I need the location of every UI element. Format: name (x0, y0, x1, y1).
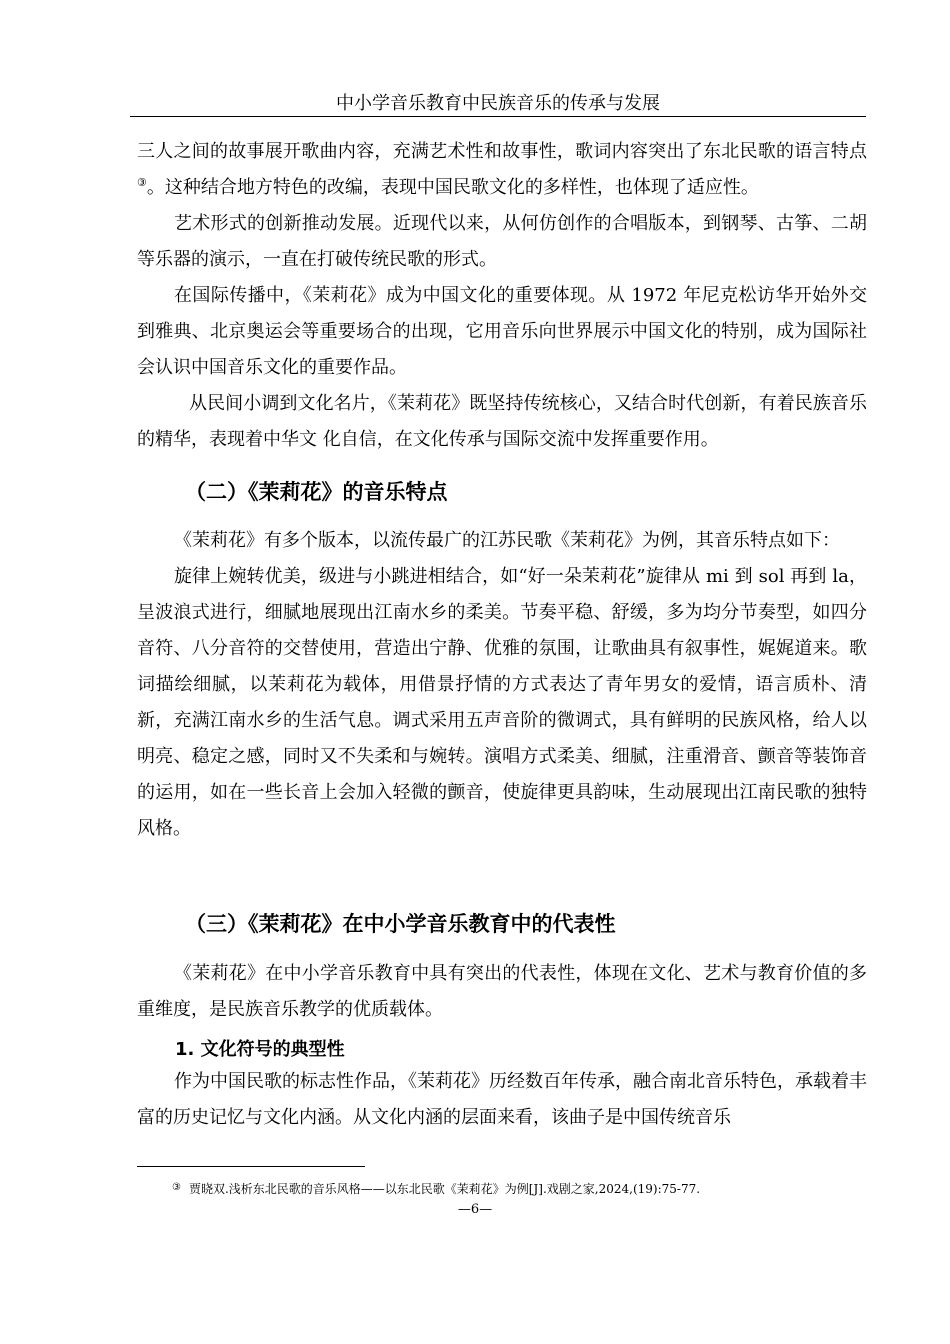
paragraph: 旋律上婉转优美，级进与小跳进相结合，如“好一朵茉莉花”旋律从 mi 到 sol 再到 la，呈波浪式进行，细腻地展现出江南水乡的柔美。节奏平稳、舒缓，多为均分节奏型，如四分音符、八分音符的交替使用，营造出宁静、优雅的氛围，让歌曲具有叙事性，娓娓道来。歌词描绘细腻，以茉莉花为载体，用借景抒情的方式表达了青年男女的爱情，语言质朴、清新，充满江南水乡的生活气息。调式采用五声音阶的微调式，具有鲜明的民族风格，给人以明亮、稳定之感，同时又不失柔和与婉转。演唱方式柔美、细腻，注重滑音、颤音等装饰音的运用，如在一些长音上会加入轻微的颤音，使旋律更具韵味，生动展现出江南民歌的独特风格。 (137, 566, 867, 839)
paragraph: 艺术形式的创新推动发展。近现代以来，从何仿创作的合唱版本，到钢琴、古筝、二胡等乐器的演示，一直在打破传统民歌的形式。 (137, 213, 867, 270)
paragraph: 作为中国民歌的标志性作品，《茉莉花》历经数百年传承，融合南北音乐特色，承载着丰富的历史记忆与文化内涵。从文化内涵的层面来看，该曲子是中国传统音乐 (137, 1071, 867, 1128)
section-heading-3: （三）《茉莉花》在中小学音乐教育中的代表性 (185, 912, 616, 936)
paragraph: 从民间小调到文化名片，《茉莉花》既坚持传统核心，又结合时代创新，有着民族音乐的精华，表现着中华文 化自信，在文化传承与国际交流中发挥重要作用。 (137, 393, 867, 450)
subsection-heading: 1. 文化符号的典型性 (175, 1039, 345, 1060)
footnote-reference[interactable]: ③ (137, 176, 147, 189)
page-number: —6— (457, 1202, 493, 1217)
footnote-text: 贾晓双.浅析东北民歌的音乐风格——以东北民歌《茉莉花》为例[J].戏剧之家,2024,(19):75-77. (188, 1182, 701, 1196)
paragraph: 三人之间的故事展开歌曲内容，充满艺术性和故事性，歌词内容突出了东北民歌的语言特点③。这种结合地方特色的改编，表现中国民歌文化的多样性，也体现了适应性。 (137, 141, 867, 198)
footnote-rule (137, 1166, 365, 1167)
running-header: 中小学音乐教育中民族音乐的传承与发展 (336, 93, 660, 114)
body-block-2 (137, 523, 867, 847)
footnote-mark: ③ (172, 1182, 181, 1193)
section-heading-2: （二）《茉莉花》的音乐特点 (185, 480, 448, 504)
paragraph: 《茉莉花》在中小学音乐教育中具有突出的代表性，体现在文化、艺术与教育价值的多重维度，是民族音乐教学的优质载体。 (137, 963, 867, 1020)
header-rule (130, 116, 866, 117)
footnote (172, 1180, 872, 1197)
body-block-1 (137, 134, 867, 458)
paragraph: 《茉莉花》有多个版本，以流传最广的江苏民歌《茉莉花》为例，其音乐特点如下： (174, 530, 840, 551)
body-block-3 (137, 956, 867, 1028)
body-block-4 (137, 1064, 867, 1136)
paragraph: 在国际传播中，《茉莉花》成为中国文化的重要体现。从 1972 年尼克松访华开始外交到雅典、北京奥运会等重要场合的出现，它用音乐向世界展示中国文化的特别，成为国际社会认识中国音乐文化的重要作品。 (137, 285, 867, 378)
